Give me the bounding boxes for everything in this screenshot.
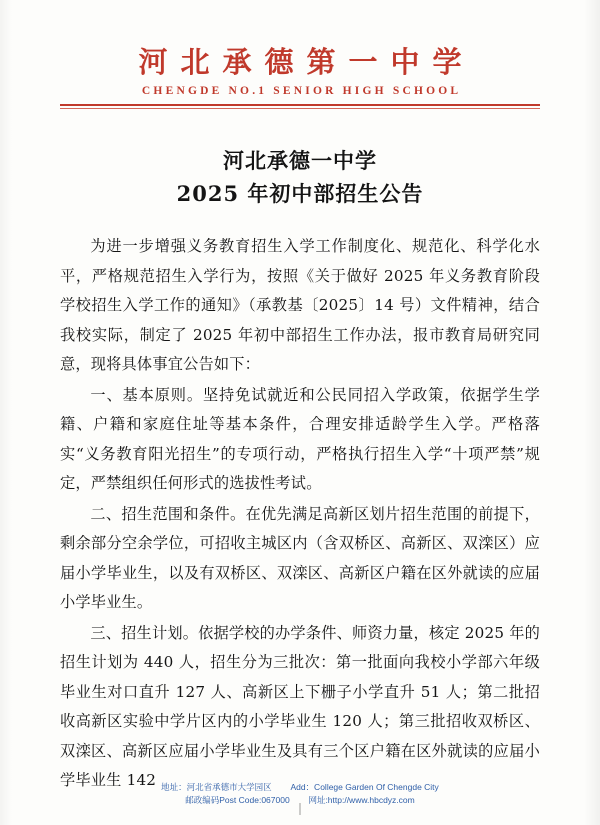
school-name-english: CHENGDE NO.1 SENIOR HIGH SCHOOL bbox=[141, 85, 462, 98]
header-divider-thin bbox=[60, 108, 540, 109]
document-title-line-1: 河北承德一中学 bbox=[223, 148, 377, 174]
body-paragraph: 为进一步增强义务教育招生入学工作制度化、规范化、科学化水平，严格规范招生入学行为，按照《关于做好 2025 年义务教育阶段学校招生入学工作的通知》（承教基〔2025〕14 号）文件精神，结合我校实际，制定了 2025 年初中部招生工作办法，报市教育局研究同意，现将具体事宜公告如下： bbox=[60, 237, 540, 374]
document-body bbox=[60, 232, 540, 796]
header-divider-thick bbox=[60, 104, 540, 106]
school-name-chinese: 河北承德第一中学 bbox=[138, 45, 475, 79]
footer-address-line bbox=[0, 781, 600, 794]
letterhead bbox=[0, 0, 600, 109]
body-paragraph: 一、基本原则。坚持免试就近和公民同招入学政策，依据学生学籍、户籍和家庭住址等基本条件，合理安排适龄学生入学。严格落实“义务教育阳光招生”的专项行动，严格执行招生入学“十项严禁”规定，严禁组织任何形式的选拔性考试。 bbox=[60, 385, 540, 493]
page-left-shadow bbox=[0, 0, 12, 825]
body-paragraph: 二、招生范围和条件。在优先满足高新区划片招生范围的前提下，剩余部分空余学位，可招收主城区内（含双桥区、高新区、双滦区）应届小学毕业生，以及有双桥区、双滦区、高新区户籍在区外就读的应届小学毕业生。 bbox=[60, 504, 540, 612]
footer-postcode: 邮政编码Post Code:067000 bbox=[185, 795, 290, 805]
document-title bbox=[0, 145, 600, 210]
footer-website[interactable]: 网址:http://www.hbcdyz.com bbox=[308, 795, 415, 805]
body-paragraph: 三、招生计划。依据学校的办学条件、师资力量，核定 2025 年的招生计划为 440 人，招生分为三批次：第一批面向我校小学部六年级毕业生对口直升 127 人、高新区上下栅子小学直升 51 人；第二批招收高新区实验中学片区内的小学毕业生 120 人；第三批招收双桥区、双滦区、高新区应届小学毕业生及具有三个区户籍在区外就读的应届小学毕业生 142 bbox=[60, 623, 540, 790]
footer-center-mark bbox=[300, 803, 301, 815]
document-title-line-2: 2025 年初中部招生公告 bbox=[176, 180, 424, 206]
page-right-shadow bbox=[584, 0, 600, 825]
footer-address-english: Add：College Garden Of Chengde City bbox=[290, 782, 439, 792]
footer-address-chinese: 地址：河北省承德市大学园区 bbox=[161, 782, 272, 792]
